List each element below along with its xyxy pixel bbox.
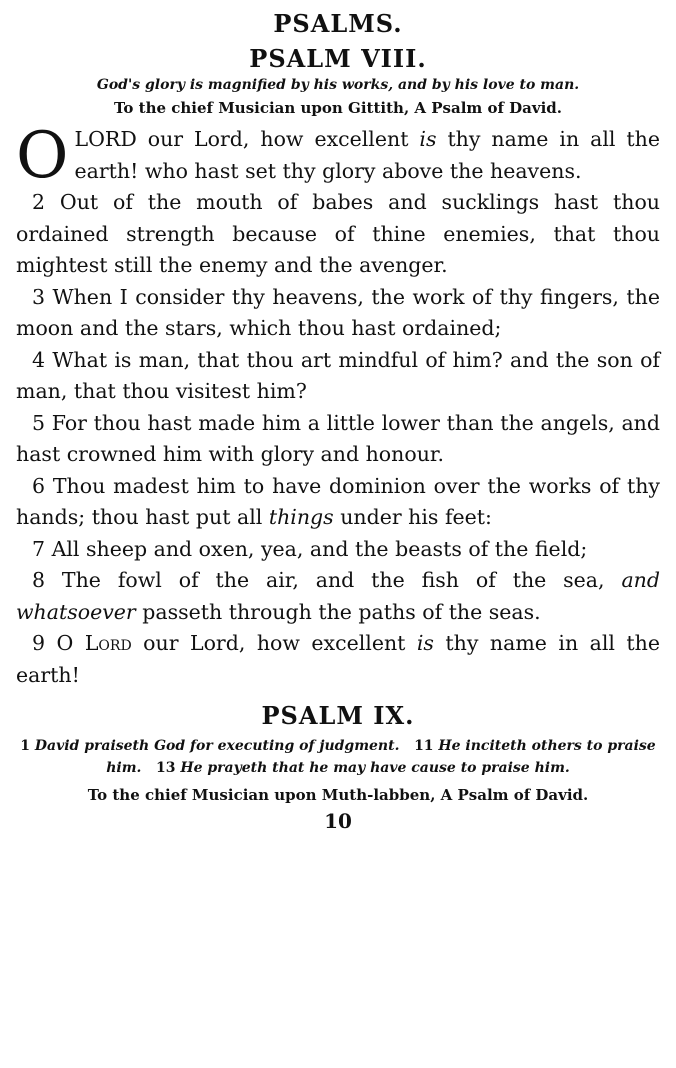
verse-number: 7	[32, 536, 46, 561]
verse-text-c: under his feet:	[333, 505, 492, 529]
verse-text-a: Thou madest him to have dominion over the works of thy hands; thou hast put all	[16, 473, 660, 529]
psalm-8-summary: God's glory is magnified by his works, and by his love to man.	[96, 77, 580, 93]
verse-8	[16, 565, 660, 628]
summary-text: David praiseth God for executing of judgment.	[30, 738, 400, 754]
psalm-9-title: PSALM IX.	[261, 701, 415, 730]
verse-number: 9	[32, 631, 46, 655]
verse-italic: is	[416, 631, 434, 655]
verse-number: 3	[32, 284, 46, 309]
verse-1-text-c: thy name in all the earth! who hast set thy glory above the heavens.	[74, 127, 660, 183]
summary-number: 13	[156, 760, 176, 776]
page-number: 10	[324, 809, 352, 833]
summary-text: He prayeth that he may have cause to praise him.	[175, 760, 570, 776]
verse-5	[16, 408, 660, 471]
verse-1-text-a: LORD our Lord, how excellent	[74, 127, 420, 151]
psalm-8-title: PSALM VIII.	[249, 44, 427, 73]
verse-number: 2	[32, 190, 46, 214]
summary-number: 11	[414, 738, 434, 754]
book-title: PSALMS.	[273, 9, 403, 38]
verse-text-a: The fowl of the air, and the fish of the sea,	[45, 568, 622, 592]
verse-text-a: O	[45, 631, 85, 655]
summary-text: He inciteth others to praise him.	[106, 738, 656, 776]
lord-small-caps: Lord	[84, 631, 132, 655]
verse-text: When I consider thy heavens, the work of thy fingers, the moon and the stars, which thou hast ordained;	[16, 284, 660, 340]
verse-text-b: our Lord, how excellent	[131, 631, 417, 655]
verse-text-d: thy name in all the earth!	[16, 631, 661, 687]
verse-text-c: passeth through the paths of the seas.	[135, 599, 541, 624]
verse-6	[16, 471, 660, 534]
psalm-8-superscription: To the chief Musician upon Gittith, A Psalm of David.	[113, 99, 563, 117]
verse-9	[16, 628, 660, 691]
verse-number: 6	[32, 473, 46, 498]
verse-1	[16, 119, 660, 193]
verse-7	[16, 534, 660, 566]
verse-number: 8	[32, 568, 46, 592]
verse-1-italic: is	[419, 127, 437, 151]
verse-text: For thou hast made him a little lower than the angels, and hast crowned him with glory and honour.	[16, 410, 660, 466]
summary-number: 1	[20, 738, 31, 754]
verse-italic: and whatsoever	[16, 568, 660, 624]
verse-4	[16, 345, 660, 408]
verse-number: 4	[32, 347, 46, 372]
drop-cap: O	[16, 119, 69, 193]
verse-number: 5	[32, 410, 46, 435]
verse-text: Out of the mouth of babes and sucklings hast thou ordained strength because of thine enemies, that thou mightest still the enemy and the avenger.	[16, 190, 660, 277]
psalm-8-text	[0, 119, 676, 691]
psalm-9-summary	[16, 735, 660, 779]
verse-text: What is man, that thou art mindful of him? and the son of man, that thou visitest him?	[16, 347, 660, 403]
verse-text: All sheep and oxen, yea, and the beasts of the field;	[45, 536, 588, 561]
verse-3	[16, 282, 660, 345]
verse-2	[16, 187, 660, 282]
verse-italic: things	[268, 505, 334, 529]
psalm-9-superscription: To the chief Musician upon Muth-labben, A Psalm of David.	[87, 786, 589, 804]
